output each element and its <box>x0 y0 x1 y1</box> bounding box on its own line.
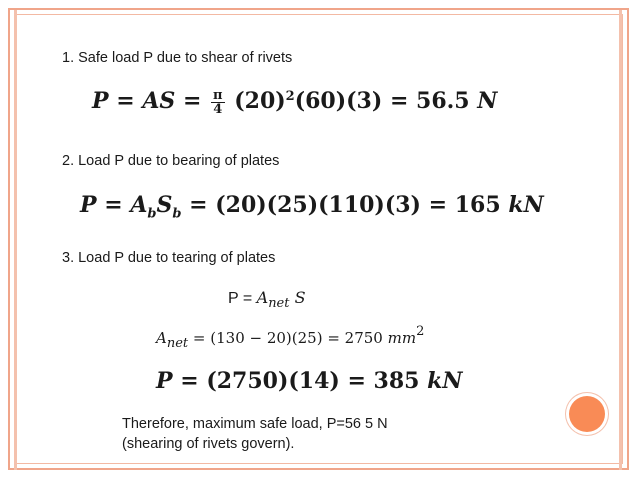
conclusion-text <box>122 414 388 454</box>
equation-bearing: $P = A_bS_b = (20)(25)(110)(3) = 165$ kN <box>80 192 544 222</box>
heading-tearing-of-plates: 3. Load P due to tearing of plates <box>62 250 276 266</box>
frame-strip-right <box>619 10 622 470</box>
orange-dot-decoration <box>569 396 605 432</box>
equation-shear: P = AS = $\frac{\pi}{4}$ $(20)^2(60)(3) = 56.5$ N <box>92 87 498 117</box>
conclusion-line-1: Therefore, maximum safe load, P=56 5 N <box>122 416 388 432</box>
heading-shear-of-rivets: 1. Safe load P due to shear of rivets <box>62 50 293 66</box>
frame-strip-left <box>14 10 17 470</box>
equation-p-anet-s: $P = A_{net}$ S <box>228 288 306 312</box>
slide-frame-inner <box>14 14 623 464</box>
equation-anet: $A_{net} = (130 - 20)(25) = 2750$ $mm^2$ <box>156 324 425 351</box>
conclusion-line-2: (shearing of rivets govern). <box>122 436 295 452</box>
equation-tearing-result: P = (2750)(14) = 385 kN <box>156 368 463 394</box>
heading-bearing-of-plates: 2. Load P due to bearing of plates <box>62 153 280 169</box>
